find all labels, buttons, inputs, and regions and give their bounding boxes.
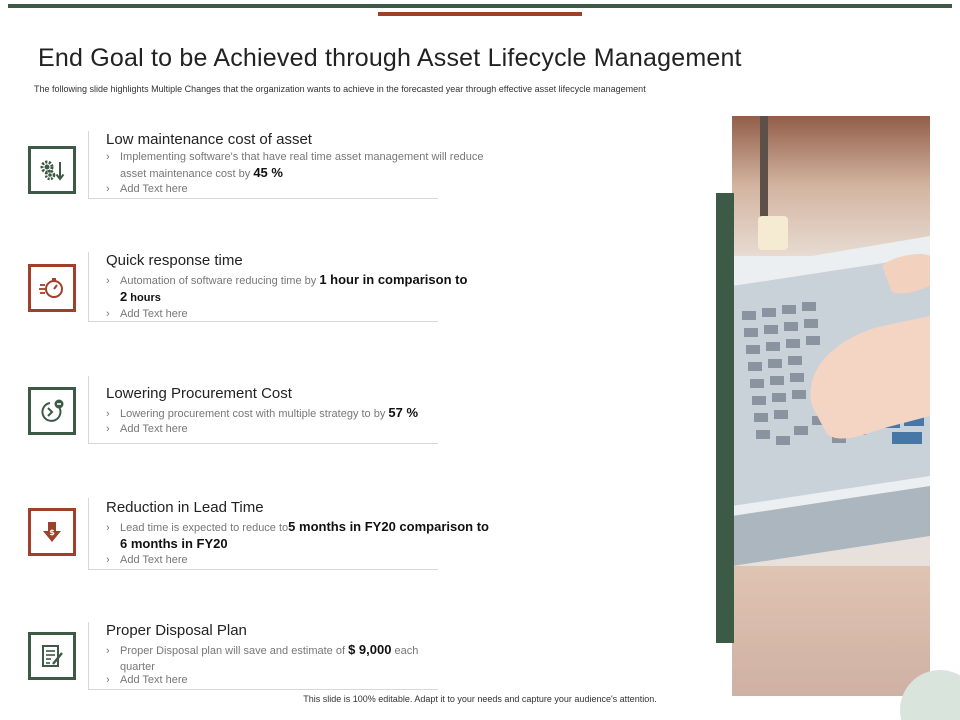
laptop-typing-photo (732, 116, 930, 696)
footer-note: This slide is 100% editable. Adapt it to your needs and capture your audience's attention. (303, 694, 657, 704)
stopwatch-icon (28, 264, 76, 312)
item-1-bullet-1: › Implementing software's that have real time asset management will reduce asset maintenance cost by 45 % (106, 151, 484, 180)
page-subtitle: The following slide highlights Multiple Changes that the organization wants to achieve in the forecasted year through effective asset lifecycle management (34, 84, 646, 94)
item-1-bullet-2: › Add Text here (106, 183, 188, 195)
item-4-bullet-1: › Lead time is expected to reduce to5 months in FY20 comparison to 6 months in FY20 (106, 519, 489, 551)
item-1-title: Low maintenance cost of asset (106, 131, 312, 148)
item-3-title: Lowering Procurement Cost (106, 385, 292, 402)
document-edit-icon (28, 632, 76, 680)
item-4-bullet-2: › Add Text here (106, 554, 188, 566)
top-accent-bar (378, 12, 582, 16)
item-5-title: Proper Disposal Plan (106, 622, 247, 639)
cost-reduction-icon (28, 387, 76, 435)
item-2-bullet-2: › Add Text here (106, 308, 188, 320)
page-title: End Goal to be Achieved through Asset Lifecycle Management (38, 44, 742, 72)
item-5-bullet-1: › Proper Disposal plan will save and estimate of $ 9,000 each quarter (106, 642, 419, 673)
photo-accent-bar (716, 193, 734, 643)
svg-text:$: $ (49, 528, 55, 537)
dollar-down-arrow-icon (28, 508, 76, 556)
item-3-bullet-1: › Lowering procurement cost with multiple strategy to by 57 % (106, 405, 419, 420)
item-3-bullet-2: › Add Text here (106, 423, 188, 435)
item-2-title: Quick response time (106, 252, 243, 269)
item-2-bullet-1: › Automation of software reducing time by 1 hour in comparison to 2 hours (106, 272, 468, 304)
item-5-bullet-2: › Add Text here (106, 674, 188, 686)
top-rule (8, 4, 952, 8)
item-4-title: Reduction in Lead Time (106, 499, 264, 516)
gear-cost-down-icon (28, 146, 76, 194)
